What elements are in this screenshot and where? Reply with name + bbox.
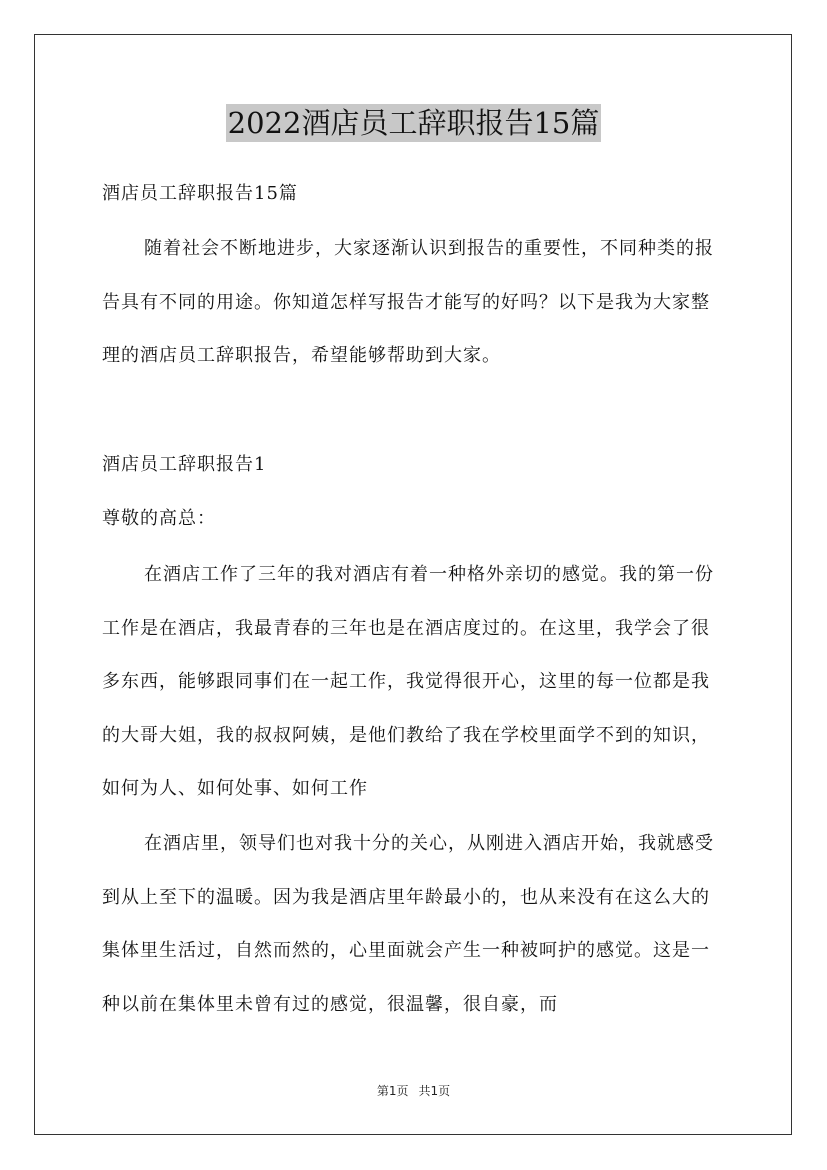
page-footer xyxy=(0,1083,827,1099)
page-number: 第1页 xyxy=(376,1084,409,1098)
body-paragraph-2: 在酒店里，领导们也对我十分的关心，从刚进入酒店开始，我就感受到从上至下的温暖。因为我是酒店里年龄最小的，也从来没有在这么大的集体里生活过，自然而然的，心里面就会产生一种被呵护的感觉。这是一种以前在集体里未曾有过的感觉，很温馨，很自豪，而 xyxy=(102,833,714,1015)
document-subtitle: 酒店员工辞职报告15篇 xyxy=(102,183,298,204)
intro-paragraph: 随着社会不断地进步，大家逐渐认识到报告的重要性，不同种类的报告具有不同的用途。你知道怎样写报告才能写的好吗？以下是我为大家整理的酒店员工辞职报告，希望能够帮助到大家。 xyxy=(102,238,714,366)
document-title: 2022酒店员工辞职报告15篇 xyxy=(227,106,600,140)
page-total: 共1页 xyxy=(418,1084,451,1098)
letter-greeting: 尊敬的高总： xyxy=(102,508,216,529)
body-paragraph-1: 在酒店工作了三年的我对酒店有着一种格外亲切的感觉。我的第一份工作是在酒店，我最青春的三年也是在酒店度过的。在这里，我学会了很多东西，能够跟同事们在一起工作，我觉得很开心，这里的每一位都是我的大哥大姐，我的叔叔阿姨，是他们教给了我在学校里面学不到的知识，如何为人、如何处事、如何工作 xyxy=(102,564,714,799)
title-container xyxy=(0,104,827,142)
section-heading: 酒店员工辞职报告1 xyxy=(102,454,267,475)
